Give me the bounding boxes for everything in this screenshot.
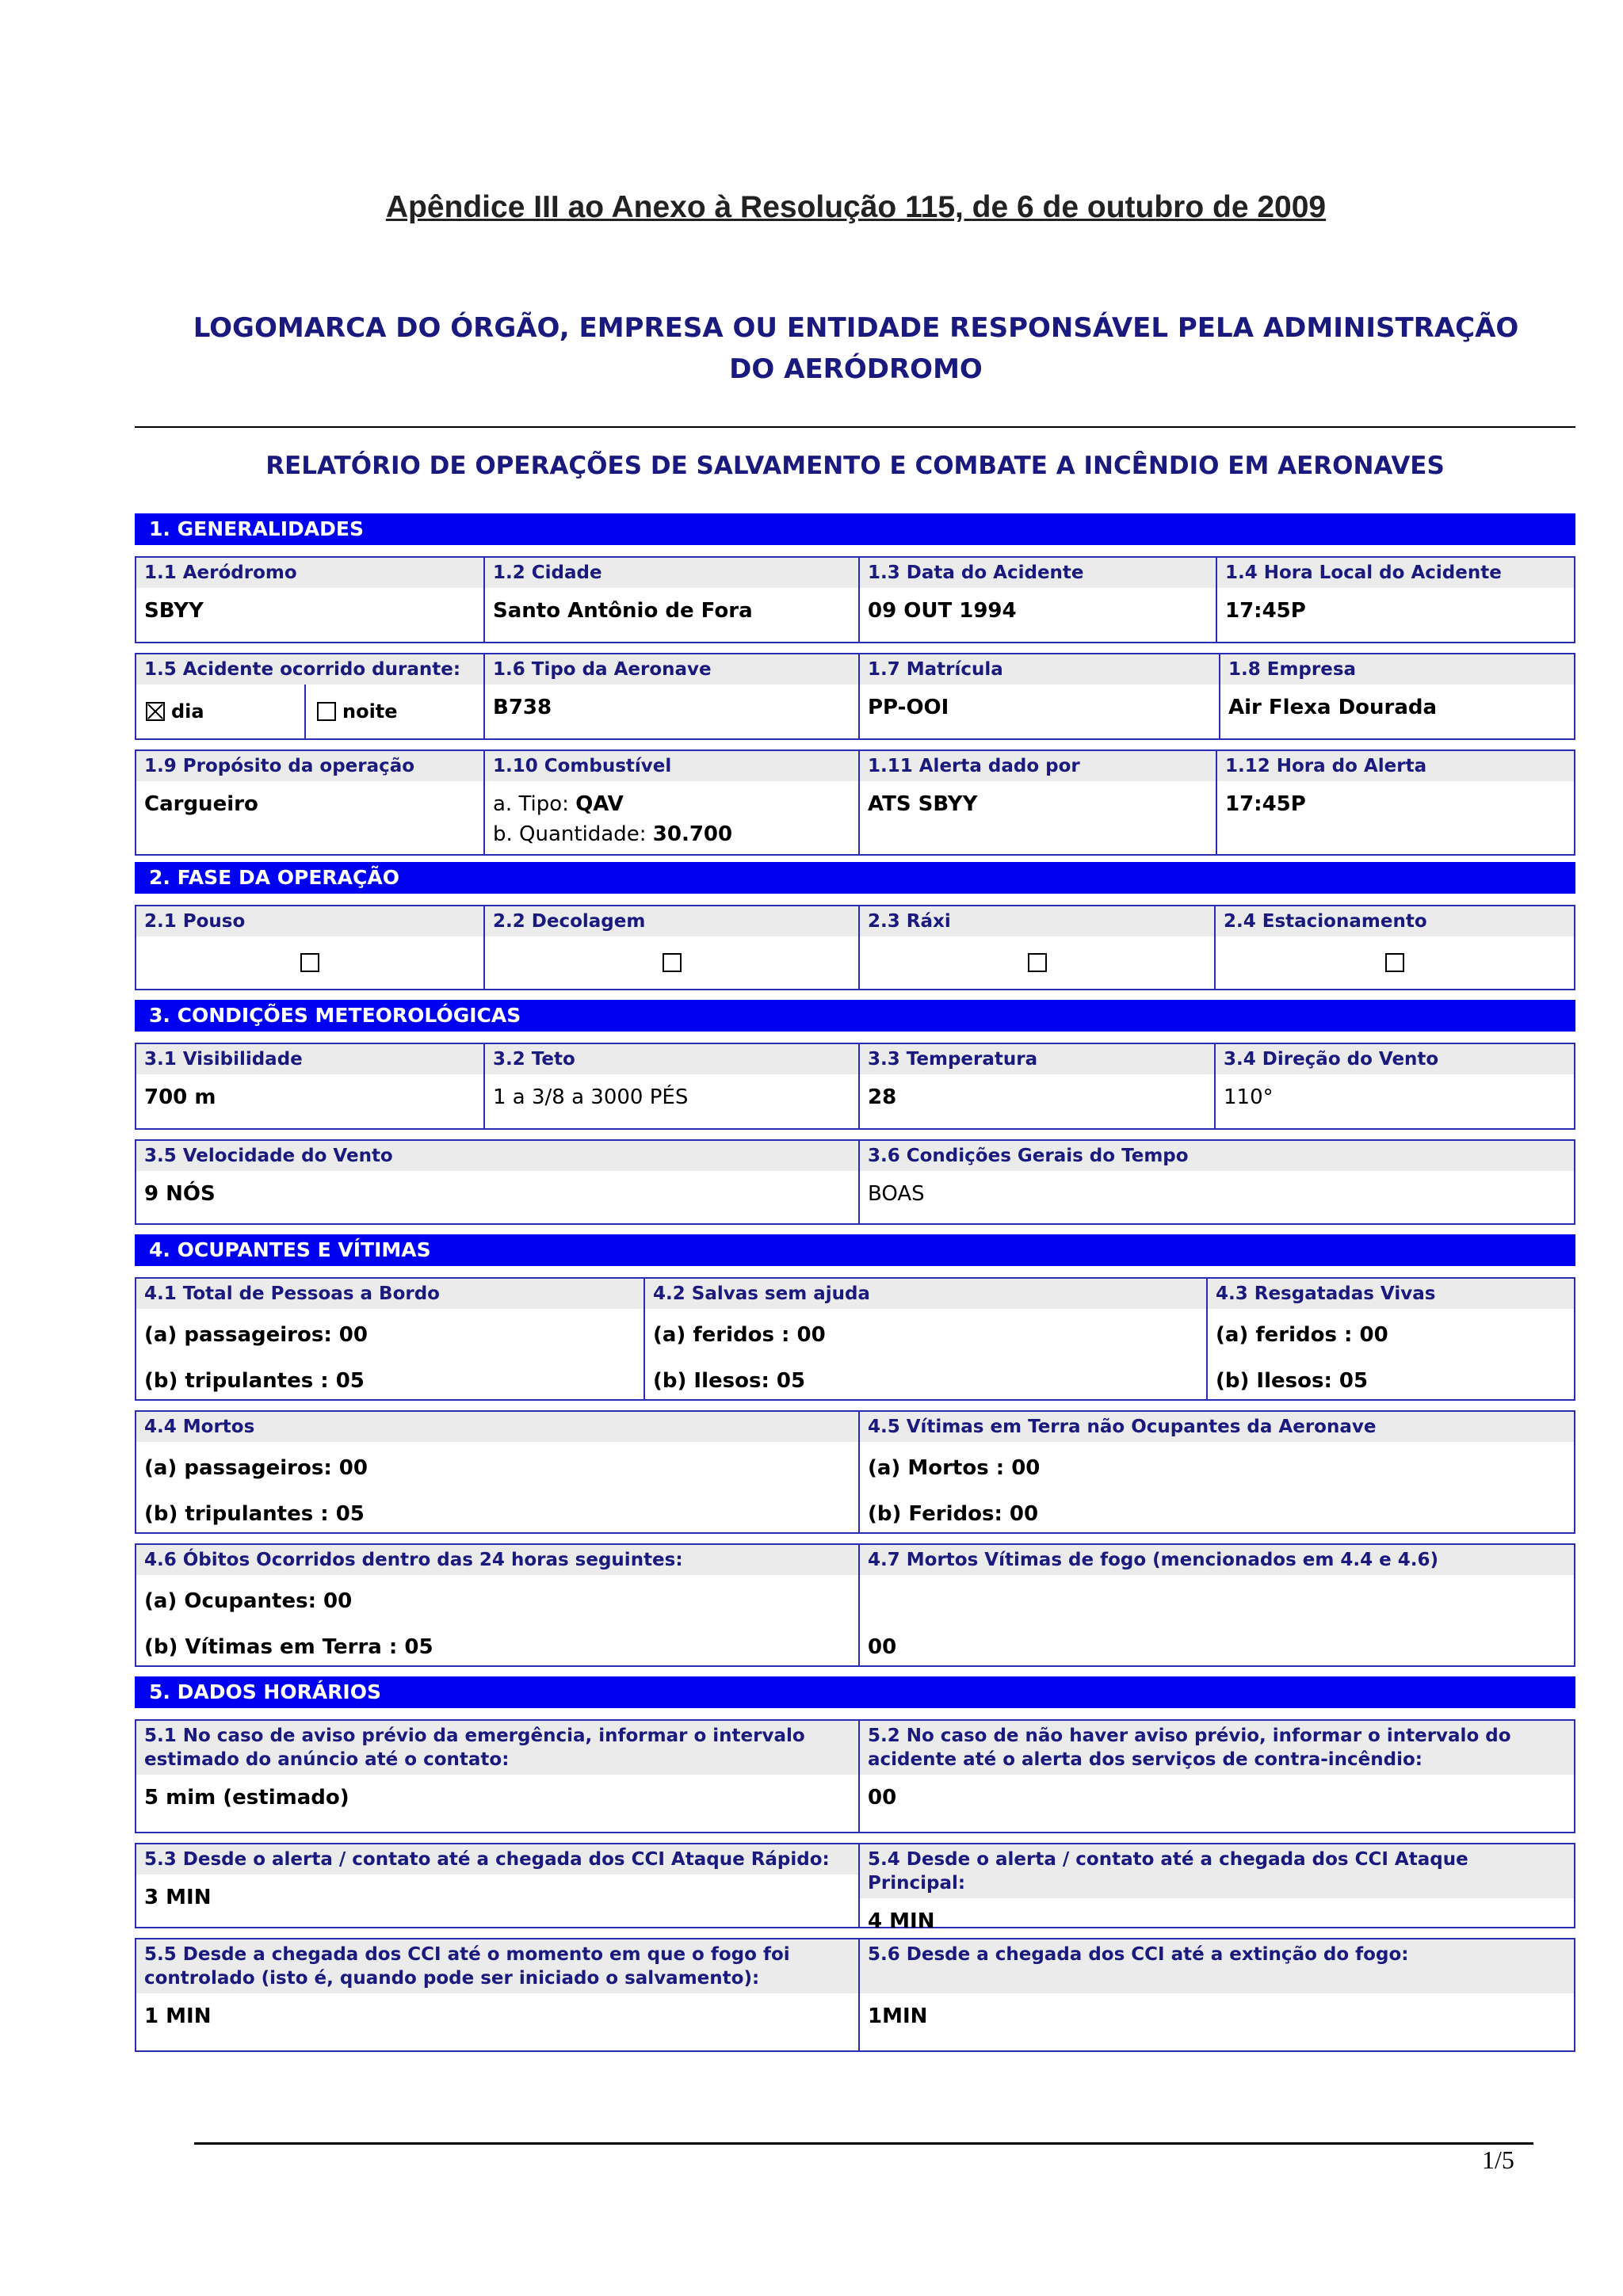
q3-label: 5.3 Desde o alerta / contato até a chegada dos CCI Ataque Rápido: [136,1844,858,1875]
q5-value: 1 MIN [144,2004,212,2028]
checkbox-icon[interactable] [317,702,336,721]
cell-total [136,1279,645,1399]
q2-label: 5.2 No caso de não haver aviso prévio, informar o intervalo do acidente até o alerta dos serviços de contra-incêndio: [860,1721,1574,1775]
hora-alerta-value: 17:45P [1225,792,1306,816]
option-dia[interactable] [136,685,306,738]
cell-cidade [485,558,860,642]
resg-a: (a) feridos : 00 [1216,1323,1388,1347]
total-b: (b) tripulantes : 05 [144,1369,365,1393]
row-5-1 [135,1719,1575,1833]
terra-label: 4.5 Vítimas em Terra não Ocupantes da Aeronave [860,1412,1574,1442]
decolagem-checkbox-icon[interactable] [663,953,682,972]
total-a: (a) passageiros: 00 [144,1323,368,1347]
cell-aerodromo [136,558,485,642]
header-rule [135,426,1575,428]
fogo-label: 4.7 Mortos Vítimas de fogo (mencionados em 4.4 e 4.6) [860,1545,1574,1575]
row-5-2 [135,1843,1575,1933]
checkbox-checked-icon[interactable] [146,702,165,721]
pouso-checkbox-icon[interactable] [300,953,319,972]
cell-data [860,558,1217,642]
proposito-label: 1.9 Propósito da operação [136,751,483,781]
cidade-label: 1.2 Cidade [485,558,858,588]
combustivel-label: 1.10 Combustível [485,751,858,781]
row-3-2 [135,1139,1575,1225]
cell-terra [860,1412,1574,1532]
cell-hora [1217,558,1574,642]
cell-visibilidade [136,1044,485,1128]
option-noite[interactable] [306,685,483,738]
cell-fogo [860,1545,1574,1665]
report-title: RELATÓRIO DE OPERAÇÕES DE SALVAMENTO E COMBATE A INCÊNDIO EM AERONAVES [265,452,1445,480]
q4-value: 4 MIN [868,1909,935,1933]
aerodromo-label: 1.1 Aeródromo [136,558,483,588]
matricula-label: 1.7 Matrícula [860,654,1219,685]
temp-value: 28 [868,1085,897,1109]
aerodromo-value: SBYY [144,599,204,623]
q6-value: 1MIN [868,2004,928,2028]
dir-label: 3.4 Direção do Vento [1216,1044,1574,1074]
section-4-header: 4. OCUPANTES E VÍTIMAS [135,1234,1575,1266]
cell-q4 [860,1844,1574,1933]
noite-label: noite [342,700,398,723]
vel-label: 3.5 Velocidade do Vento [136,1141,858,1171]
comb-qtd-prefix: b. Quantidade: [493,822,653,846]
row-1-1 [135,556,1575,643]
obitos-b: (b) Vítimas em Terra : 05 [144,1635,433,1659]
salvas-label: 4.2 Salvas sem ajuda [645,1279,1206,1309]
decolagem-label: 2.2 Decolagem [485,906,858,936]
dia-label: dia [171,700,204,723]
cond-value: BOAS [868,1182,925,1206]
total-label: 4.1 Total de Pessoas a Bordo [136,1279,643,1309]
comb-tipo-prefix: a. Tipo: [493,792,576,816]
tipo-label: 1.6 Tipo da Aeronave [485,654,858,685]
dir-value: 110° [1224,1085,1274,1109]
resg-b: (b) Ilesos: 05 [1216,1369,1369,1393]
estacionamento-label: 2.4 Estacionamento [1216,906,1574,936]
cell-pouso [136,906,485,989]
cell-durante [136,654,485,738]
cell-velocidade [136,1141,860,1223]
logo-line-2: DO AERÓDROMO [729,353,983,385]
footer-rule [194,2142,1533,2145]
q3-value: 3 MIN [144,1886,212,1909]
tipo-value: B738 [493,696,552,719]
teto-label: 3.2 Teto [485,1044,858,1074]
data-value: 09 OUT 1994 [868,599,1017,623]
vis-value: 700 m [144,1085,216,1109]
cell-condicoes [860,1141,1574,1223]
pouso-label: 2.1 Pouso [136,906,483,936]
alerta-value: ATS SBYY [868,792,978,816]
mortos-label: 4.4 Mortos [136,1412,858,1442]
obitos-label: 4.6 Óbitos Ocorridos dentro das 24 horas seguintes: [136,1545,858,1575]
vel-value: 9 NÓS [144,1182,216,1206]
empresa-value: Air Flexa Dourada [1228,696,1438,719]
logo-line-1: LOGOMARCA DO ÓRGÃO, EMPRESA OU ENTIDADE RESPONSÁVEL PELA ADMINISTRAÇÃO [193,312,1519,344]
appendix-title: Apêndice III ao Anexo à Resolução 115, de 6 de outubro de 2009 [385,190,1327,224]
q2-value: 00 [868,1786,897,1810]
fogo-value: 00 [868,1635,897,1659]
obitos-a: (a) Ocupantes: 00 [144,1589,353,1613]
row-4-1 [135,1277,1575,1401]
cell-q2 [860,1721,1574,1832]
terra-a: (a) Mortos : 00 [868,1456,1041,1480]
q4-label: 5.4 Desde o alerta / contato até a chegada dos CCI Ataque Principal: [860,1844,1574,1898]
hora-alerta-label: 1.12 Hora do Alerta [1217,751,1574,781]
cell-combustivel [485,751,860,854]
mortos-a: (a) passageiros: 00 [144,1456,368,1480]
row-4-2 [135,1410,1575,1534]
taxi-label: 2.3 Ráxi [860,906,1214,936]
cell-taxi [860,906,1216,989]
section-1-header: 1. GENERALIDADES [135,513,1575,545]
row-1-3 [135,749,1575,856]
logo-placeholder [0,307,1623,390]
alerta-label: 1.11 Alerta dado por [860,751,1216,781]
page-number: 1/5 [1482,2145,1514,2174]
cell-obitos [136,1545,860,1665]
row-4-3 [135,1543,1575,1667]
cell-proposito [136,751,485,854]
cell-salvas [645,1279,1208,1399]
estacionamento-checkbox-icon[interactable] [1385,953,1404,972]
cell-temperatura [860,1044,1216,1128]
cell-decolagem [485,906,860,989]
salvas-b: (b) Ilesos: 05 [653,1369,806,1393]
cell-empresa [1220,654,1574,738]
data-label: 1.3 Data do Acidente [860,558,1216,588]
cell-resgatadas [1208,1279,1574,1399]
cidade-value: Santo Antônio de Fora [493,599,753,623]
q1-label: 5.1 No caso de aviso prévio da emergência, informar o intervalo estimado do anúncio até o contato: [136,1721,858,1775]
cell-matricula [860,654,1220,738]
vis-label: 3.1 Visibilidade [136,1044,483,1074]
cell-teto [485,1044,860,1128]
taxi-checkbox-icon[interactable] [1028,953,1047,972]
cell-estacionamento [1216,906,1574,989]
cell-mortos [136,1412,860,1532]
section-3-header: 3. CONDIÇÕES METEOROLÓGICAS [135,1000,1575,1032]
durante-label: 1.5 Acidente ocorrido durante: [136,654,483,685]
cell-q5 [136,1939,860,2050]
matricula-value: PP-OOI [868,696,949,719]
proposito-value: Cargueiro [144,792,258,816]
resg-label: 4.3 Resgatadas Vivas [1208,1279,1574,1309]
salvas-a: (a) feridos : 00 [653,1323,826,1347]
section-2-header: 2. FASE DA OPERAÇÃO [135,862,1575,894]
cell-q3 [136,1844,860,1927]
cell-tipo-aeronave [485,654,860,738]
row-5-3 [135,1938,1575,2052]
mortos-b: (b) tripulantes : 05 [144,1502,365,1526]
cell-q1 [136,1721,860,1832]
hora-label: 1.4 Hora Local do Acidente [1217,558,1574,588]
cell-direcao [1216,1044,1574,1128]
q1-value: 5 mim (estimado) [144,1786,349,1810]
comb-tipo-value: QAV [575,792,624,816]
comb-tipo [485,789,858,819]
row-1-2 [135,653,1575,740]
hora-value: 17:45P [1225,599,1306,623]
temp-label: 3.3 Temperatura [860,1044,1214,1074]
row-3-1 [135,1043,1575,1130]
row-2-1 [135,905,1575,990]
q5-label: 5.5 Desde a chegada dos CCI até o momento em que o fogo foi controlado (isto é, quando pode ser iniciado o salvamento): [136,1939,858,1993]
cond-label: 3.6 Condições Gerais do Tempo [860,1141,1574,1171]
comb-qtd-value: 30.700 [652,822,733,846]
terra-b: (b) Feridos: 00 [868,1502,1039,1526]
comb-qtd [485,819,858,849]
cell-hora-alerta [1217,751,1574,854]
section-5-header: 5. DADOS HORÁRIOS [135,1676,1575,1708]
empresa-label: 1.8 Empresa [1220,654,1574,685]
cell-q6 [860,1939,1574,2050]
cell-alerta [860,751,1217,854]
q6-label: 5.6 Desde a chegada dos CCI até a extinção do fogo: [860,1939,1574,1993]
teto-value: 1 a 3/8 a 3000 PÉS [493,1085,689,1109]
